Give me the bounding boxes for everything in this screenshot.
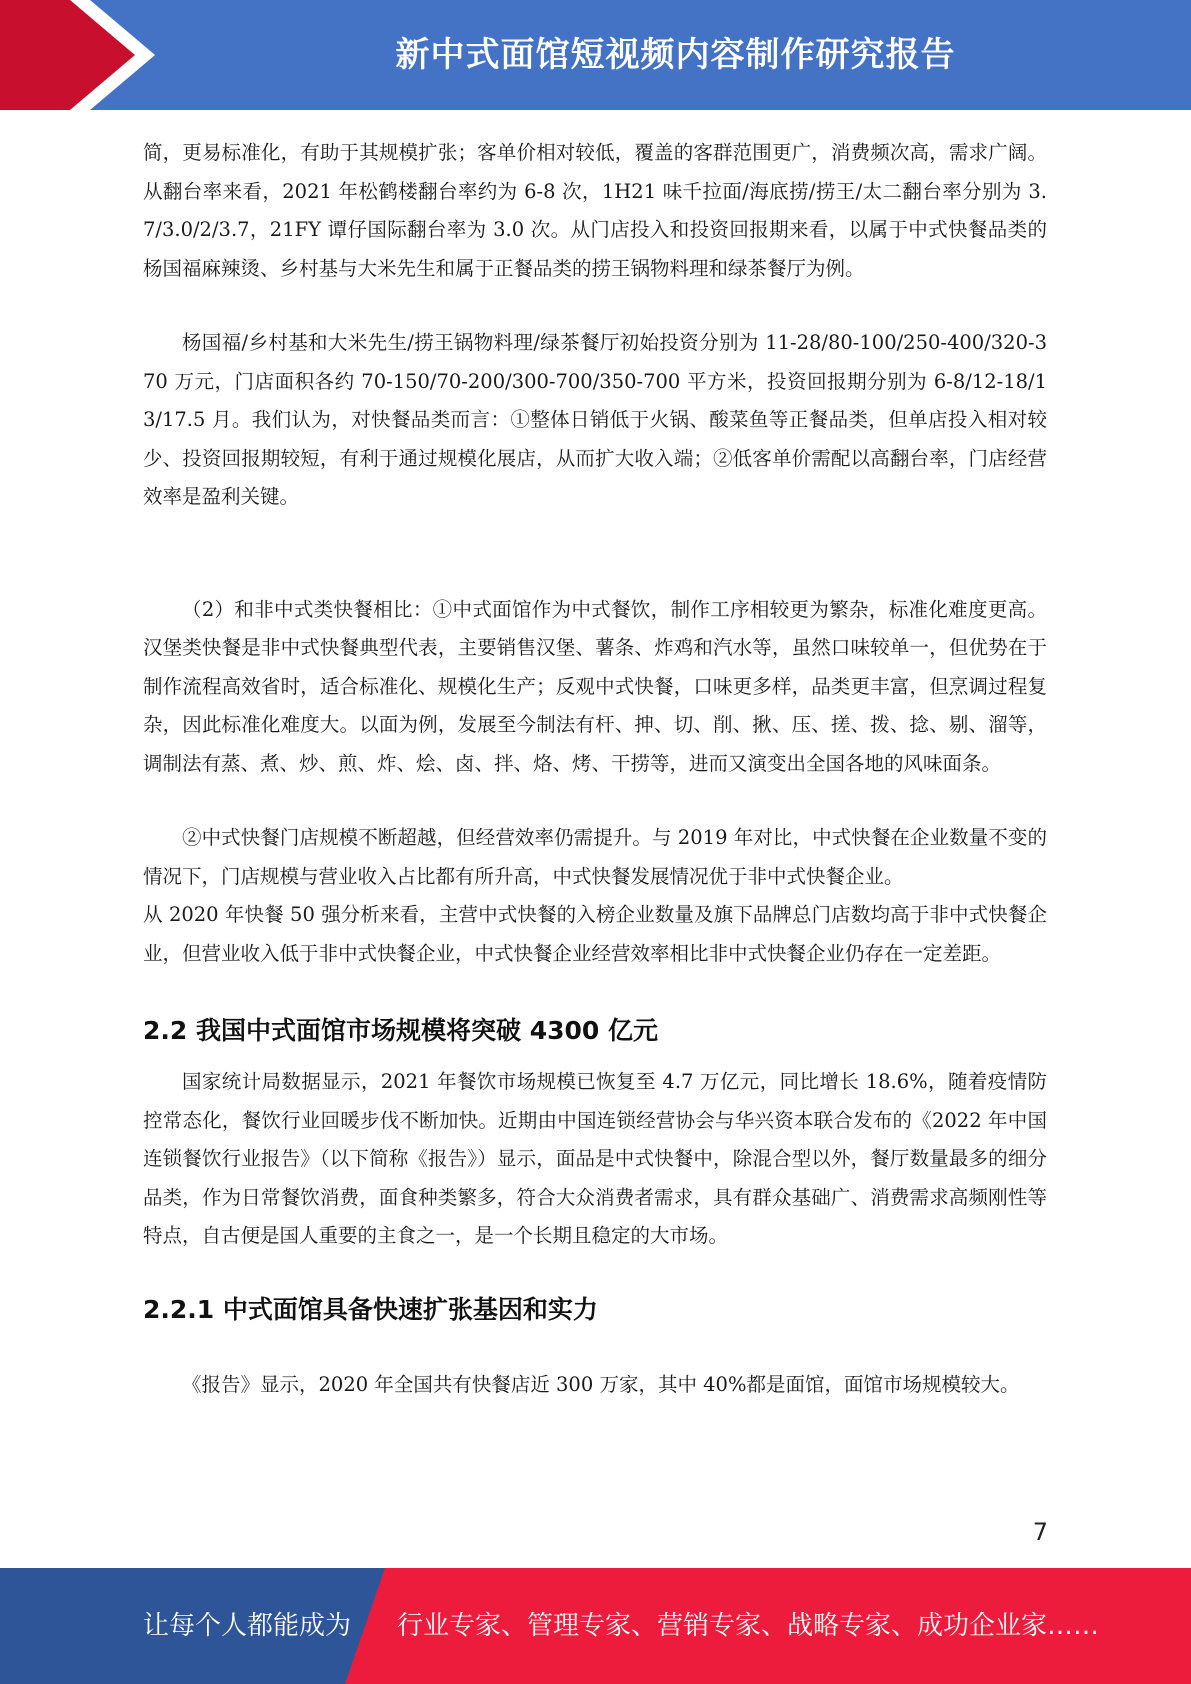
- spacer: [143, 288, 1047, 324]
- section-heading-2-2-1: 2.2.1 中式面馆具备快速扩张基因和实力: [143, 1294, 598, 1324]
- footer-slogan-right: 行业专家、管理专家、营销专家、战略专家、成功企业家……: [397, 1611, 1100, 1641]
- body-paragraph: 杨国福/乡村基和大米先生/捞王锅物料理/绿茶餐厅初始投资分别为 11-28/80-100/250-400/320-370 万元，门店面积各约 70-150/70-200/300-700/350-700 平方米，投资回报期分别为 6-8/12-18/13/17.5 月。我们认为，对快餐品类而言：①整体日销低于火锅、酸菜鱼等正餐品类，但单店投入相对较少、投资回报期较短，有利于通过规模化展店，从而扩大收入端；②低客单价需配以高翻台率，门店经营效率是盈利关键。: [143, 331, 1047, 508]
- body-paragraph: 简，更易标准化，有助于其规模扩张；客单价相对较低，覆盖的客群范围更广，消费频次高，需求广阔。从翻台率来看，2021 年松鹤楼翻台率约为 6-8 次，1H21 味千拉面/海底捞/捞王/太二翻台率分别为 3.7/3.0/2/3.7，21FY 谭仔国际翻台率为 3.0 次。从门店投入和投资回报期来看，以属于中式快餐品类的杨国福麻辣烫、乡村基与大米先生和属于正餐品类的捞王锅物料理和绿茶餐厅为例。: [143, 141, 1047, 280]
- header-chevron-arrow-icon: [0, 0, 150, 110]
- page-footer: [0, 1568, 1191, 1684]
- spacer: [143, 1256, 1047, 1290]
- body-paragraph: 国家统计局数据显示，2021 年餐饮市场规模已恢复至 4.7 万亿元，同比增长 18.6%，随着疫情防控常态化，餐饮行业回暖步伐不断加快。近期由中国连锁经营协会与华兴资本联合发布的《2022 年中国连锁餐饮行业报告》（以下简称《报告》）显示，面品是中式快餐中，除混合型以外，餐厅数量最多的细分品类，作为日常餐饮消费，面食种类繁多，符合大众消费者需求，具有群众基础广、消费需求高频刚性等特点，自古便是国人重要的主食之一，是一个长期且稳定的大市场。: [143, 1070, 1047, 1247]
- spacer: [143, 517, 1047, 591]
- section-heading-2-2: 2.2 我国中式面馆市场规模将突破 4300 亿元: [143, 1016, 658, 1045]
- spacer: [143, 973, 1047, 1011]
- body-paragraph: （2）和非中式类快餐相比：①中式面馆作为中式餐饮，制作工序相较更为繁杂，标准化难度更高。汉堡类快餐是非中式快餐典型代表，主要销售汉堡、薯条、炸鸡和汽水等，虽然口味较单一，但优势在于制作流程高效省时，适合标准化、规模化生产；反观中式快餐，口味更多样，品类更丰富，但烹调过程复杂，因此标准化难度大。以面为例，发展至今制法有杆、抻、切、削、揪、压、搓、拨、捻、剔、溜等，调制法有蒸、煮、炒、煎、炸、烩、卤、拌、烙、烤、干捞等，进而又演变出全国各地的风味面条。: [143, 597, 1047, 775]
- spacer: [143, 783, 1047, 819]
- spacer: [143, 1326, 1047, 1366]
- document-title: 新中式面馆短视频内容制作研究报告: [395, 35, 956, 75]
- body-paragraph: ②中式快餐门店规模不断超越，但经营效率仍需提升。与 2019 年对比，中式快餐在企业数量不变的情况下，门店规模与营业收入占比都有所升高，中式快餐发展情况优于非中式快餐企业。: [143, 826, 1047, 888]
- body-paragraph: 《报告》显示，2020 年全国共有快餐店近 300 万家，其中 40%都是面馆，面馆市场规模较大。: [182, 1372, 1020, 1396]
- body-paragraph: 从 2020 年快餐 50 强分析来看，主营中式快餐的入榜企业数量及旗下品牌总门店数均高于非中式快餐企业，但营业收入低于非中式快餐企业，中式快餐企业经营效率相比非中式快餐企业仍存在一定差距。: [143, 903, 1047, 965]
- report-body: [143, 134, 1047, 1404]
- page-header: [0, 0, 1191, 110]
- footer-slogan-left: 让每个人都能成为: [143, 1611, 352, 1641]
- spacer: [143, 1047, 1047, 1063]
- page-number: 7: [1032, 1518, 1048, 1546]
